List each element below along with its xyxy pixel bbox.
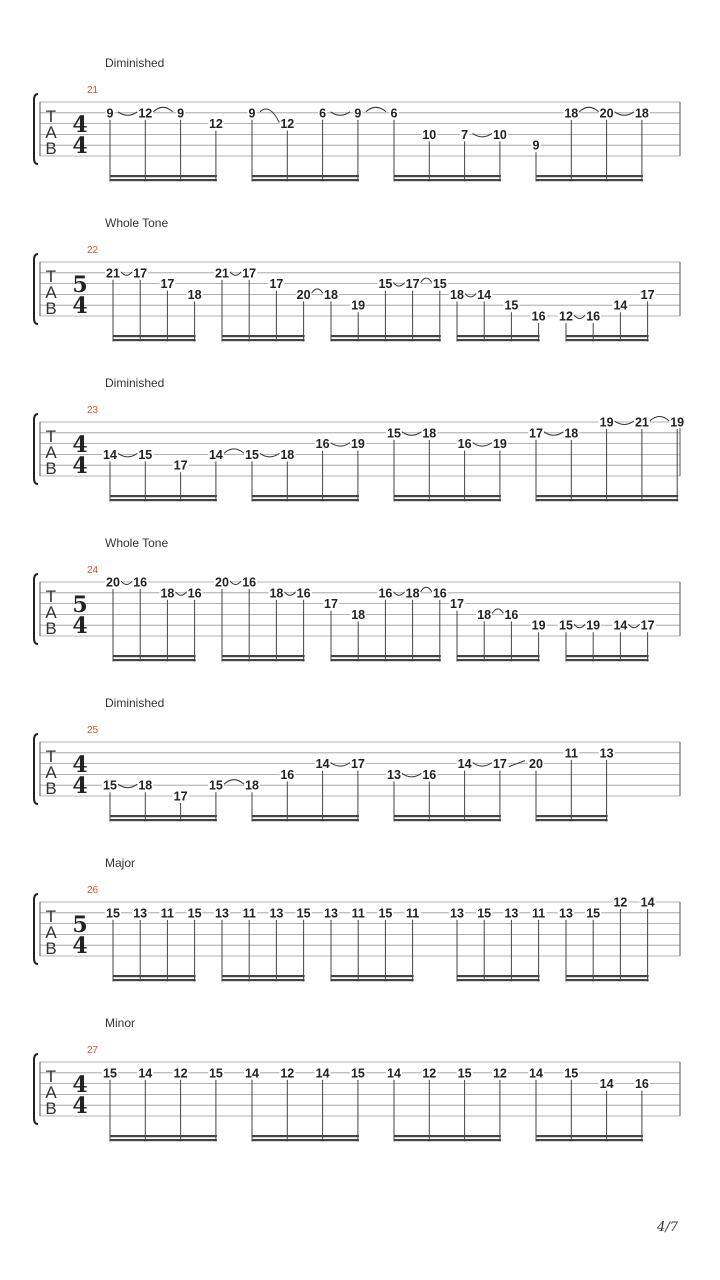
tab-letter: A [45,283,57,302]
beam [566,339,649,341]
tab-letter: A [45,603,57,622]
fret-number: 16 [586,309,601,324]
fret-number: 18 [405,586,420,601]
beam [457,979,540,981]
beam [113,979,196,981]
fret-number: 18 [422,426,437,441]
fret-number: 9 [177,106,185,121]
fret-number: 13 [133,906,148,921]
measure-number: 25 [87,725,99,736]
fret-number: 15 [564,1066,579,1081]
beam [457,659,540,661]
tab-letter: A [45,123,57,142]
beam [536,179,643,181]
beam [110,815,217,817]
fret-number: 20 [215,575,229,590]
beam [331,335,441,337]
fret-number: 15 [586,906,601,921]
fret-number: 10 [492,127,507,142]
beam [331,979,414,981]
fret-number: 14 [640,895,655,910]
fret-number: 7 [461,127,469,142]
time-signature-bottom: 4 [72,613,88,639]
section-label: Major [105,856,136,870]
beam [110,1139,217,1141]
tab-letter: A [45,763,57,782]
fret-number: 18 [634,106,649,121]
fret-number: 13 [504,906,519,921]
fret-number: 17 [492,757,507,772]
tie-arc [402,773,421,777]
fret-number: 16 [242,575,257,590]
fret-number: 11 [531,906,546,921]
tie-arc [579,107,598,112]
fret-number: 16 [634,1077,649,1092]
tab-letter: A [45,923,57,942]
fret-number: 13 [450,906,464,921]
beam [113,655,196,657]
beam [394,815,501,817]
fret-number: 17 [450,597,464,612]
tab-letter: T [45,747,57,766]
tie-arc [544,432,563,436]
system-bracket [34,894,38,964]
fret-number: 17 [269,277,284,292]
measure-number: 23 [87,405,99,416]
beam [222,655,305,657]
system-bracket [34,94,38,164]
fret-number: 17 [173,789,188,804]
beam [457,655,540,657]
page-number: 4/7 [657,1220,678,1235]
system-bracket [34,1054,38,1124]
beam [110,819,217,821]
fret-number: 21 [634,415,649,430]
tie-arc [260,453,279,457]
tie-arc [393,592,404,596]
fret-number: 19 [350,437,365,452]
fret-number: 19 [586,618,601,633]
fret-number: 12 [280,117,295,132]
fret-number: 12 [208,117,223,132]
beam [536,1139,643,1141]
tie-arc [574,315,585,319]
fret-number: 20 [106,575,120,590]
tie-arc [473,763,492,767]
fret-number: 14 [457,757,472,772]
tie-arc [473,443,492,447]
tie-arc [421,587,432,592]
fret-number: 6 [319,106,327,121]
time-signature-top: 4 [72,432,88,458]
beam [331,339,441,341]
staff-system [34,696,680,822]
fret-number: 19 [599,415,614,430]
time-signature-bottom: 4 [72,293,88,319]
fret-number: 15 [378,906,393,921]
fret-number: 15 [208,1066,223,1081]
system-bracket [34,734,38,804]
staff-system [34,376,685,502]
beam [331,975,414,977]
beam [457,339,540,341]
fret-number: 15 [504,298,519,313]
fret-number: 20 [296,287,311,302]
tie-arc [224,449,244,454]
fret-number: 12 [138,106,153,121]
staff-system [34,536,680,662]
fret-number: 17 [405,277,420,292]
fret-number: 17 [160,277,175,292]
fret-number: 13 [387,767,401,782]
beam [113,339,196,341]
fret-number: 16 [133,575,148,590]
tab-letter: B [45,619,57,638]
beam [394,495,501,497]
beam [110,499,217,501]
tab-letter: B [45,139,57,158]
fret-number: 18 [245,778,259,793]
fret-number: 14 [477,287,492,302]
fret-number: 17 [242,266,257,281]
fret-number: 13 [324,906,338,921]
time-signature-top: 4 [72,752,88,778]
fret-number: 12 [173,1066,188,1081]
beam [222,975,305,977]
fret-number: 17 [640,618,655,633]
fret-number: 15 [432,277,447,292]
tab-letter: T [45,1067,57,1086]
fret-number: 18 [138,778,153,793]
fret-number: 21 [215,266,229,281]
tie-arc [492,609,503,614]
time-signature-top: 5 [72,272,88,298]
fret-number: 16 [296,586,311,601]
time-signature-top: 5 [72,912,88,938]
fret-number: 17 [324,597,338,612]
fret-number: 18 [477,607,492,622]
tie-arc [331,112,350,116]
fret-number: 21 [106,266,120,281]
tab-letter: T [45,427,57,446]
fret-number: 16 [531,309,546,324]
beam [394,1135,501,1137]
fret-number: 19 [670,415,685,430]
fret-number: 14 [599,1077,614,1092]
fret-number: 14 [529,1066,543,1081]
tie-arc [628,624,639,628]
fret-number: 13 [215,906,229,921]
section-label: Diminished [105,376,165,390]
beam [536,815,608,817]
fret-number: 11 [242,906,256,921]
tie-arc [366,107,386,112]
tab-letter: B [45,779,57,798]
fret-number: 15 [106,906,120,921]
fret-number: 20 [599,106,614,121]
fret-number: 14 [315,1066,330,1081]
beam [536,1135,643,1137]
tie-arc [118,112,137,116]
fret-number: 13 [559,906,573,921]
fret-number: 15 [103,778,117,793]
beam [566,979,649,981]
fret-number: 11 [564,746,578,761]
fret-number: 18 [187,287,202,302]
tie-arc [175,592,186,596]
beam [252,495,359,497]
tab-letter: T [45,267,57,286]
tie-arc [574,624,585,628]
tie-arc [153,107,172,112]
fret-number: 17 [350,757,365,772]
fret-number: 13 [599,746,614,761]
fret-number: 15 [245,447,259,462]
fret-number: 15 [378,277,393,292]
time-signature-top: 4 [72,1072,88,1098]
time-signature-top: 5 [72,592,88,618]
beam [252,179,359,181]
fret-number: 12 [422,1066,437,1081]
system-bracket [34,574,38,644]
tab-letter: B [45,939,57,958]
staff-system [34,856,680,982]
fret-number: 16 [280,767,295,782]
beam [110,175,217,177]
tie-arc [393,283,404,287]
fret-number: 12 [559,309,573,324]
beam [222,979,305,981]
fret-number: 18 [564,106,579,121]
time-signature-bottom: 4 [72,133,88,159]
measure-number: 22 [87,245,99,256]
tie-arc [118,784,137,788]
tab-letter: B [45,1099,57,1118]
tie-arc [465,293,476,297]
time-signature-bottom: 4 [72,933,88,959]
fret-number: 15 [559,618,573,633]
fret-number: 14 [103,447,117,462]
fret-number: 9 [106,106,114,121]
fret-number: 18 [280,447,295,462]
beam [252,819,359,821]
beam [536,175,643,177]
fret-number: 15 [187,906,202,921]
fret-number: 14 [208,447,223,462]
fret-number: 16 [457,437,472,452]
beam [252,175,359,177]
beam [110,1135,217,1137]
measure-number: 21 [87,85,99,96]
staff-system [34,216,680,342]
beam [566,975,649,977]
tab-letter: T [45,107,57,126]
fret-number: 14 [613,618,628,633]
fret-number: 12 [280,1066,295,1081]
section-label: Diminished [105,56,165,70]
tie-arc [650,417,669,422]
fret-number: 10 [422,127,437,142]
fret-number: 18 [351,607,366,622]
fret-number: 18 [450,287,464,302]
tie-arc [224,780,244,785]
fret-number: 16 [422,767,437,782]
beam [113,975,196,977]
beam [394,179,501,181]
beam [113,659,196,661]
beam [252,815,359,817]
fret-number: 13 [269,906,284,921]
fret-number: 16 [504,607,519,622]
section-label: Whole Tone [105,216,169,230]
fret-number: 19 [492,437,507,452]
fret-number: 9 [532,138,540,153]
staff-system [34,1016,680,1142]
system-bracket [34,414,38,484]
fret-number: 9 [248,106,256,121]
tie-arc [402,432,421,436]
tie-arc [312,289,323,294]
tie-arc [331,763,350,767]
beam [566,659,649,661]
section-label: Diminished [105,696,165,710]
beam [222,335,305,337]
tab-letter: T [45,587,57,606]
fret-number: 17 [529,426,543,441]
beam [566,655,649,657]
beam [252,499,359,501]
fret-number: 9 [354,106,362,121]
fret-number: 12 [492,1066,507,1081]
tie-arc [230,581,241,585]
fret-number: 19 [351,298,366,313]
beam [536,819,608,821]
beam [457,975,540,977]
beam [110,179,217,181]
fret-number: 11 [405,906,420,921]
fret-number: 16 [378,586,393,601]
measure-number: 26 [87,885,99,896]
fret-number: 14 [613,298,628,313]
beam [394,819,501,821]
fret-number: 15 [457,1066,472,1081]
staff-system [34,56,680,182]
tie-arc [331,443,350,447]
fret-number: 12 [613,895,628,910]
fret-number: 16 [315,437,330,452]
beam [536,499,678,501]
fret-number: 15 [350,1066,365,1081]
time-signature-bottom: 4 [72,1093,88,1119]
section-label: Whole Tone [105,536,169,550]
fret-number: 15 [103,1066,117,1081]
fret-number: 14 [387,1066,401,1081]
tab-letter: B [45,459,57,478]
tie-arc [121,272,132,276]
tab-letter: B [45,299,57,318]
fret-number: 14 [315,757,330,772]
beam [457,335,540,337]
tie-arc [260,109,279,123]
system-bracket [34,254,38,324]
tie-arc [284,592,295,596]
fret-number: 16 [432,586,447,601]
fret-number: 11 [351,906,365,921]
fret-number: 20 [529,757,543,772]
fret-number: 15 [387,426,401,441]
beam [331,659,441,661]
fret-number: 14 [245,1066,259,1081]
fret-number: 14 [138,1066,153,1081]
fret-number: 15 [138,447,153,462]
fret-number: 18 [269,586,284,601]
tie-arc [615,112,634,116]
fret-number: 11 [160,906,175,921]
tab-letter: A [45,1083,57,1102]
beam [110,495,217,497]
fret-number: 6 [390,106,398,121]
measure-number: 27 [87,1045,99,1056]
time-signature-top: 4 [72,112,88,138]
beam [113,335,196,337]
beam [394,175,501,177]
fret-number: 18 [160,586,175,601]
beam [394,1139,501,1141]
fret-number: 15 [208,778,223,793]
fret-number: 17 [133,266,148,281]
tie-arc [421,278,432,283]
beam [222,339,305,341]
tie-arc [230,272,241,276]
beam [566,335,649,337]
section-label: Minor [105,1016,136,1030]
tab-letter: A [45,443,57,462]
fret-number: 15 [296,906,311,921]
tie-arc [615,421,634,425]
fret-number: 17 [640,287,655,302]
beam [252,1139,359,1141]
beam [252,1135,359,1137]
tab-letter: T [45,907,57,926]
fret-number: 15 [477,906,492,921]
beam [331,655,441,657]
fret-number: 18 [564,426,579,441]
fret-number: 17 [173,458,188,473]
measure-number: 24 [87,565,99,576]
tie-arc [118,453,137,457]
beam [536,495,678,497]
fret-number: 18 [324,287,338,302]
time-signature-bottom: 4 [72,453,88,479]
time-signature-bottom: 4 [72,773,88,799]
tie-arc [473,133,492,137]
fret-number: 16 [187,586,202,601]
beam [394,499,501,501]
tie-arc [121,581,132,585]
beam [222,659,305,661]
fret-number: 19 [531,618,546,633]
